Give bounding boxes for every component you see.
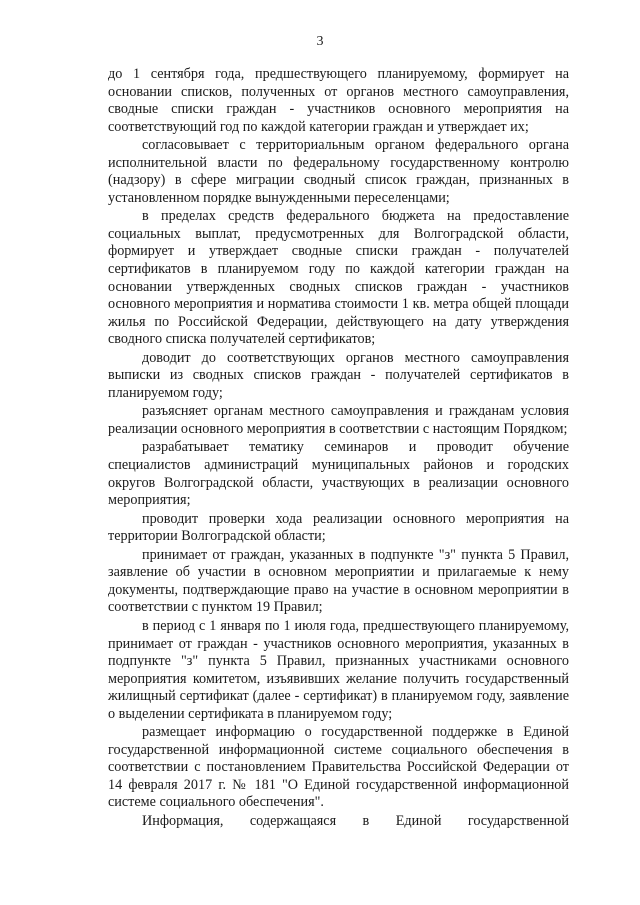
paragraph: принимает от граждан, указанных в подпункте "з" пункта 5 Правил, заявление об участии в основном мероприятии и прилагаемые к нему документы, подтверждающие право на участие в основном мероприятии в соответствии с пунктом 19 Правил; bbox=[108, 546, 569, 616]
paragraph: в период с 1 января по 1 июля года, предшествующего планируемому, принимает от граждан - участников основного мероприятия, указанных в подпункте "з" пункта 5 Правил, признанных участниками основного мероприятия комитетом, изъявивших желание получить государственный жилищный сертификат (далее - сертификат) в планируемом году, заявление о выделении сертификата в планируемом году; bbox=[108, 617, 569, 722]
paragraph: доводит до соответствующих органов местного самоуправления выписки из сводных списков граждан - получателей сертификатов в планируемом году; bbox=[108, 349, 569, 401]
paragraph: размещает информацию о государственной поддержке в Единой государственной информационной системе социального обеспечения в соответствии с постановлением Правительства Российской Федерации от 14 февраля 2017 г. № 181 "О Единой государственной информационной системе социального обеспечения". bbox=[108, 724, 569, 811]
page-number: 3 bbox=[316, 34, 324, 49]
paragraph: Информация, содержащаяся в Единой государственной bbox=[142, 812, 569, 829]
document-body bbox=[108, 66, 569, 831]
paragraph: разъясняет органам местного самоуправления и гражданам условия реализации основного мероприятия в соответствии с настоящим Порядком; bbox=[108, 403, 569, 437]
paragraph: до 1 сентября года, предшествующего планируемому, формирует на основании списков, полученных от органов местного самоуправления, сводные списки граждан - участников основного мероприятия на соответствующий год по каждой категории граждан и утверждает их; bbox=[108, 66, 569, 135]
paragraph: разрабатывает тематику семинаров и проводит обучение специалистов администраций муниципальных районов и городских округов Волгоградской области, участвующих в реализации основного мероприятия; bbox=[108, 439, 569, 509]
paragraph: согласовывает с территориальным органом федерального органа исполнительной власти по федеральному государственному контролю (надзору) в сфере миграции сводный список граждан, признанных в установленном порядке вынужденными переселенцами; bbox=[108, 137, 569, 206]
paragraph: проводит проверки хода реализации основного мероприятия на территории Волгоградской области; bbox=[108, 510, 569, 545]
paragraph: в пределах средств федерального бюджета на предоставление социальных выплат, предусмотренных для Волгоградской области, формирует и утверждает сводные списки граждан - получателей сертификатов в планируемом году по каждой категории граждан на основании утвержденных сводных списков граждан - участников основного мероприятия и норматива стоимости 1 кв. метра общей площади жилья по Российской Федерации, действующего на дату утверждения сводного списка получателей сертификатов; bbox=[108, 208, 569, 348]
